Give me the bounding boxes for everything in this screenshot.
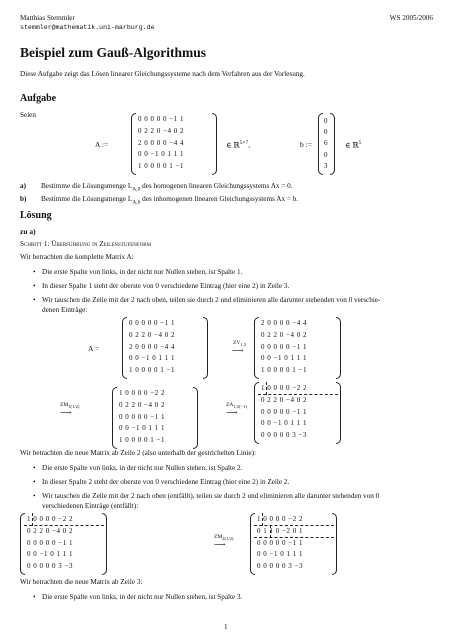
matrix-row: 0 0 −1 0 1 1 1 (27, 550, 73, 559)
task-a-text: Bestimme die Lösungsmenge $L_{A,0}$ des homogenen linearen Gleichungssystems Ax = 0. (41, 182, 293, 193)
vector-b-entry: 0 (324, 128, 328, 137)
bullet-item: • Wir tauschen die Zeile mit der 2 nach oben, teilen sie durch 2 und eliminieren alle darunter stehenden von 0 verschie- (42, 296, 380, 304)
matrix-6-left-paren (250, 513, 255, 575)
matrix-row: 0 0 0 0 0 −1 1 (261, 407, 307, 416)
operation-1-label: $ZV_{1,3}$ (233, 340, 247, 348)
vector-b-entry: 0 (324, 117, 328, 125)
intro-text: Diese Aufgabe zeigt das Lösen linearer Gleichungssysteme nach dem Verfahren aus der Vorlesung. (20, 70, 305, 78)
matrix-5 (27, 514, 73, 573)
matrix-A-row: 0 0 0 0 0 −1 1 (138, 115, 184, 123)
paragraph-2: Wir betrachten die neue Matrix ab Zeile 2 (also unterhalb der gestrichelten Linie): (20, 449, 257, 457)
matrix-row: 0 0 −1 0 1 1 1 (261, 419, 307, 428)
separator-line (262, 513, 263, 526)
matrix-row: 0 0 0 0 0 −1 1 (129, 319, 175, 327)
subsection-zu-a: zu a) (20, 227, 36, 236)
separator-line (258, 394, 338, 395)
matrix-2 (261, 318, 307, 377)
matrix-1 (129, 318, 175, 377)
vector-b-entry: 3 (324, 161, 328, 170)
section-aufgabe: Aufgabe (20, 93, 57, 104)
separator-line (266, 382, 267, 395)
matrix-4-left-paren (254, 382, 259, 444)
matrix-6 (257, 514, 303, 573)
matrix-row: 1 0 0 0 0 −2 2 (27, 515, 73, 523)
author-email: stemmler@mathematik.uni-marburg.de (20, 24, 155, 31)
operation-2-label: $ZM_{1(1/2)}$ (60, 402, 80, 410)
paragraph-1: Wir betrachten die komplette Matrix A: (20, 253, 134, 261)
matrix-row: 0 2 2 0 −4 0 2 (261, 395, 307, 404)
task-b-label: b) (20, 195, 27, 203)
matrix-4-right-paren (336, 382, 341, 444)
vector-b-entry: 0 (324, 150, 328, 159)
matrix-row: 2 0 0 0 0 −4 4 (129, 342, 175, 351)
matrix-1-right-paren (203, 317, 208, 379)
bullet-item: • In dieser Spalte 1 steht der oberste von 0 verschiedene Eintrag (hier eine 2) in Zeile 3. (42, 282, 289, 290)
vector-b-entry: 6 (324, 139, 328, 148)
matrix-4 (261, 383, 307, 442)
seien-text: Seien (20, 111, 36, 119)
matrix-A-row: 0 2 2 0 −4 0 2 (138, 126, 184, 135)
matrix-row: 0 0 −1 0 1 1 1 (129, 354, 175, 363)
matrix-row: 0 2 2 0 −4 0 2 (27, 526, 73, 535)
page-number: 1 (224, 623, 228, 631)
task-b-text: Bestimme die Lösungsmenge $L_{A,b}$ des inhomogenen linearen Gleichungssystems Ax = b. (41, 195, 299, 206)
matrix-A-label: A := (95, 140, 109, 149)
matrix-A-space: ∈ ℝ$^{5\times 7}$, (226, 140, 251, 150)
task-a-label: a) (20, 182, 26, 190)
bullet-continuation: verschiedenen Einträge (entfällt): (42, 502, 139, 510)
matrix-A-row: 0 0 −1 0 1 1 1 (138, 150, 184, 159)
vector-b (324, 116, 328, 172)
arrow-icon: ⟶ (60, 408, 72, 417)
matrix-row: 0 0 −1 0 1 1 1 (257, 550, 303, 559)
matrix-2-left-paren (254, 317, 259, 379)
matrix-1-left-paren (122, 317, 127, 379)
matrix-A-left-paren (131, 113, 136, 175)
matrix-5-left-paren (20, 513, 25, 575)
matrix-6-right-paren (332, 513, 337, 575)
equation-A-label: A = (88, 344, 100, 353)
bullet-continuation: denen Einträge: (42, 306, 88, 314)
matrix-row: 1 0 0 0 0 1 −1 (261, 366, 307, 375)
separator-line (24, 525, 104, 526)
vector-b-right-paren (330, 113, 335, 175)
paragraph-3: Wir betrachten die neue Matrix ab Zeile 3: (20, 578, 143, 586)
matrix-row: 1 0 0 0 0 −2 2 (257, 515, 303, 523)
matrix-A-row: 2 0 0 0 0 −4 4 (138, 138, 184, 147)
semester: WS 2005/2006 (389, 14, 433, 22)
separator-line (254, 537, 334, 538)
matrix-row: 1 0 0 0 0 1 −1 (129, 366, 175, 375)
matrix-row: 0 2 2 0 −4 0 2 (261, 330, 307, 339)
arrow-icon: ⟶ (232, 346, 244, 355)
matrix-row: 0 2 2 0 −4 0 2 (129, 330, 175, 339)
separator-line (254, 525, 334, 526)
matrix-row: 0 0 −1 0 1 1 1 (119, 424, 165, 433)
matrix-row: 0 2 2 0 −4 0 2 (119, 400, 165, 409)
matrix-3-left-paren (112, 387, 117, 449)
matrix-A-right-paren (212, 113, 217, 175)
bullet-item: • Die erste Spalte von links, in der nicht nur Nullen stehen, ist Spalte 1. (42, 268, 242, 276)
arrow-icon: ⟶ (226, 408, 238, 417)
matrix-row: 1 0 0 0 0 −2 2 (261, 384, 307, 392)
vector-b-left-paren (318, 113, 323, 175)
vector-b-label: b := (300, 140, 312, 149)
matrix-row: 0 0 0 0 0 −1 1 (261, 342, 307, 351)
author-name: Matthias Stemmler (20, 14, 75, 22)
matrix-row: 0 1 1 0 −2 0 1 (257, 526, 303, 535)
operation-5-label: $ZM_{2(1/2)}$ (214, 534, 234, 542)
bullet-item: • Wir tauschen die Zeile mit der 2 nach oben (entfällt), teilen sie durch 2 und eliminieren alle darunter stehenden von 0 (42, 492, 379, 500)
vector-b-space: ∈ ℝ$^5$ (345, 140, 362, 150)
matrix-row: 0 0 −1 0 1 1 1 (261, 354, 307, 363)
matrix-row: 0 0 0 0 0 3 −3 (257, 562, 303, 571)
matrix-row: 0 0 0 0 0 −1 1 (257, 538, 303, 547)
arrow-icon: ⟶ (214, 540, 226, 549)
separator-line (32, 513, 33, 526)
page-title: Beispiel zum Gauß-Algorithmus (20, 45, 207, 60)
matrix-2-right-paren (336, 317, 341, 379)
matrix-row: 1 0 0 0 0 1 −1 (119, 436, 165, 445)
matrix-row: 2 0 0 0 0 −4 4 (261, 319, 307, 327)
bullet-item: • Die erste Spalte von links, in der nicht nur Nullen stehen, ist Spalte 2. (42, 464, 242, 472)
matrix-5-right-paren (102, 513, 107, 575)
matrix-row: 0 0 0 0 0 3 −3 (261, 431, 307, 440)
matrix-3-right-paren (193, 387, 198, 449)
matrix-row: 1 0 0 0 0 −2 2 (119, 389, 165, 397)
matrix-row: 0 0 0 0 0 −1 1 (119, 412, 165, 421)
matrix-row: 0 0 0 0 0 3 −3 (27, 562, 73, 571)
matrix-3 (119, 388, 165, 447)
step-1-heading: Schritt 1: Überführung in Zeilenstufenform (20, 240, 152, 248)
matrix-A-row: 1 0 0 0 0 1 −1 (138, 162, 184, 171)
bullet-item: • In dieser Spalte 2 steht der oberste von 0 verschiedene Eintrag (hier eine 2) in Zeile 2. (42, 478, 289, 486)
separator-line (270, 525, 271, 538)
matrix-A (138, 114, 184, 173)
bullet-item: • Die erste Spalte von links, in der nicht nur Nullen stehen, ist Spalte 3. (42, 593, 242, 601)
section-loesung: Lösung (20, 210, 52, 221)
operation-3-label: $ZA_{1,5(-1)}$ (226, 402, 247, 410)
matrix-row: 0 0 0 0 0 −1 1 (27, 538, 73, 547)
